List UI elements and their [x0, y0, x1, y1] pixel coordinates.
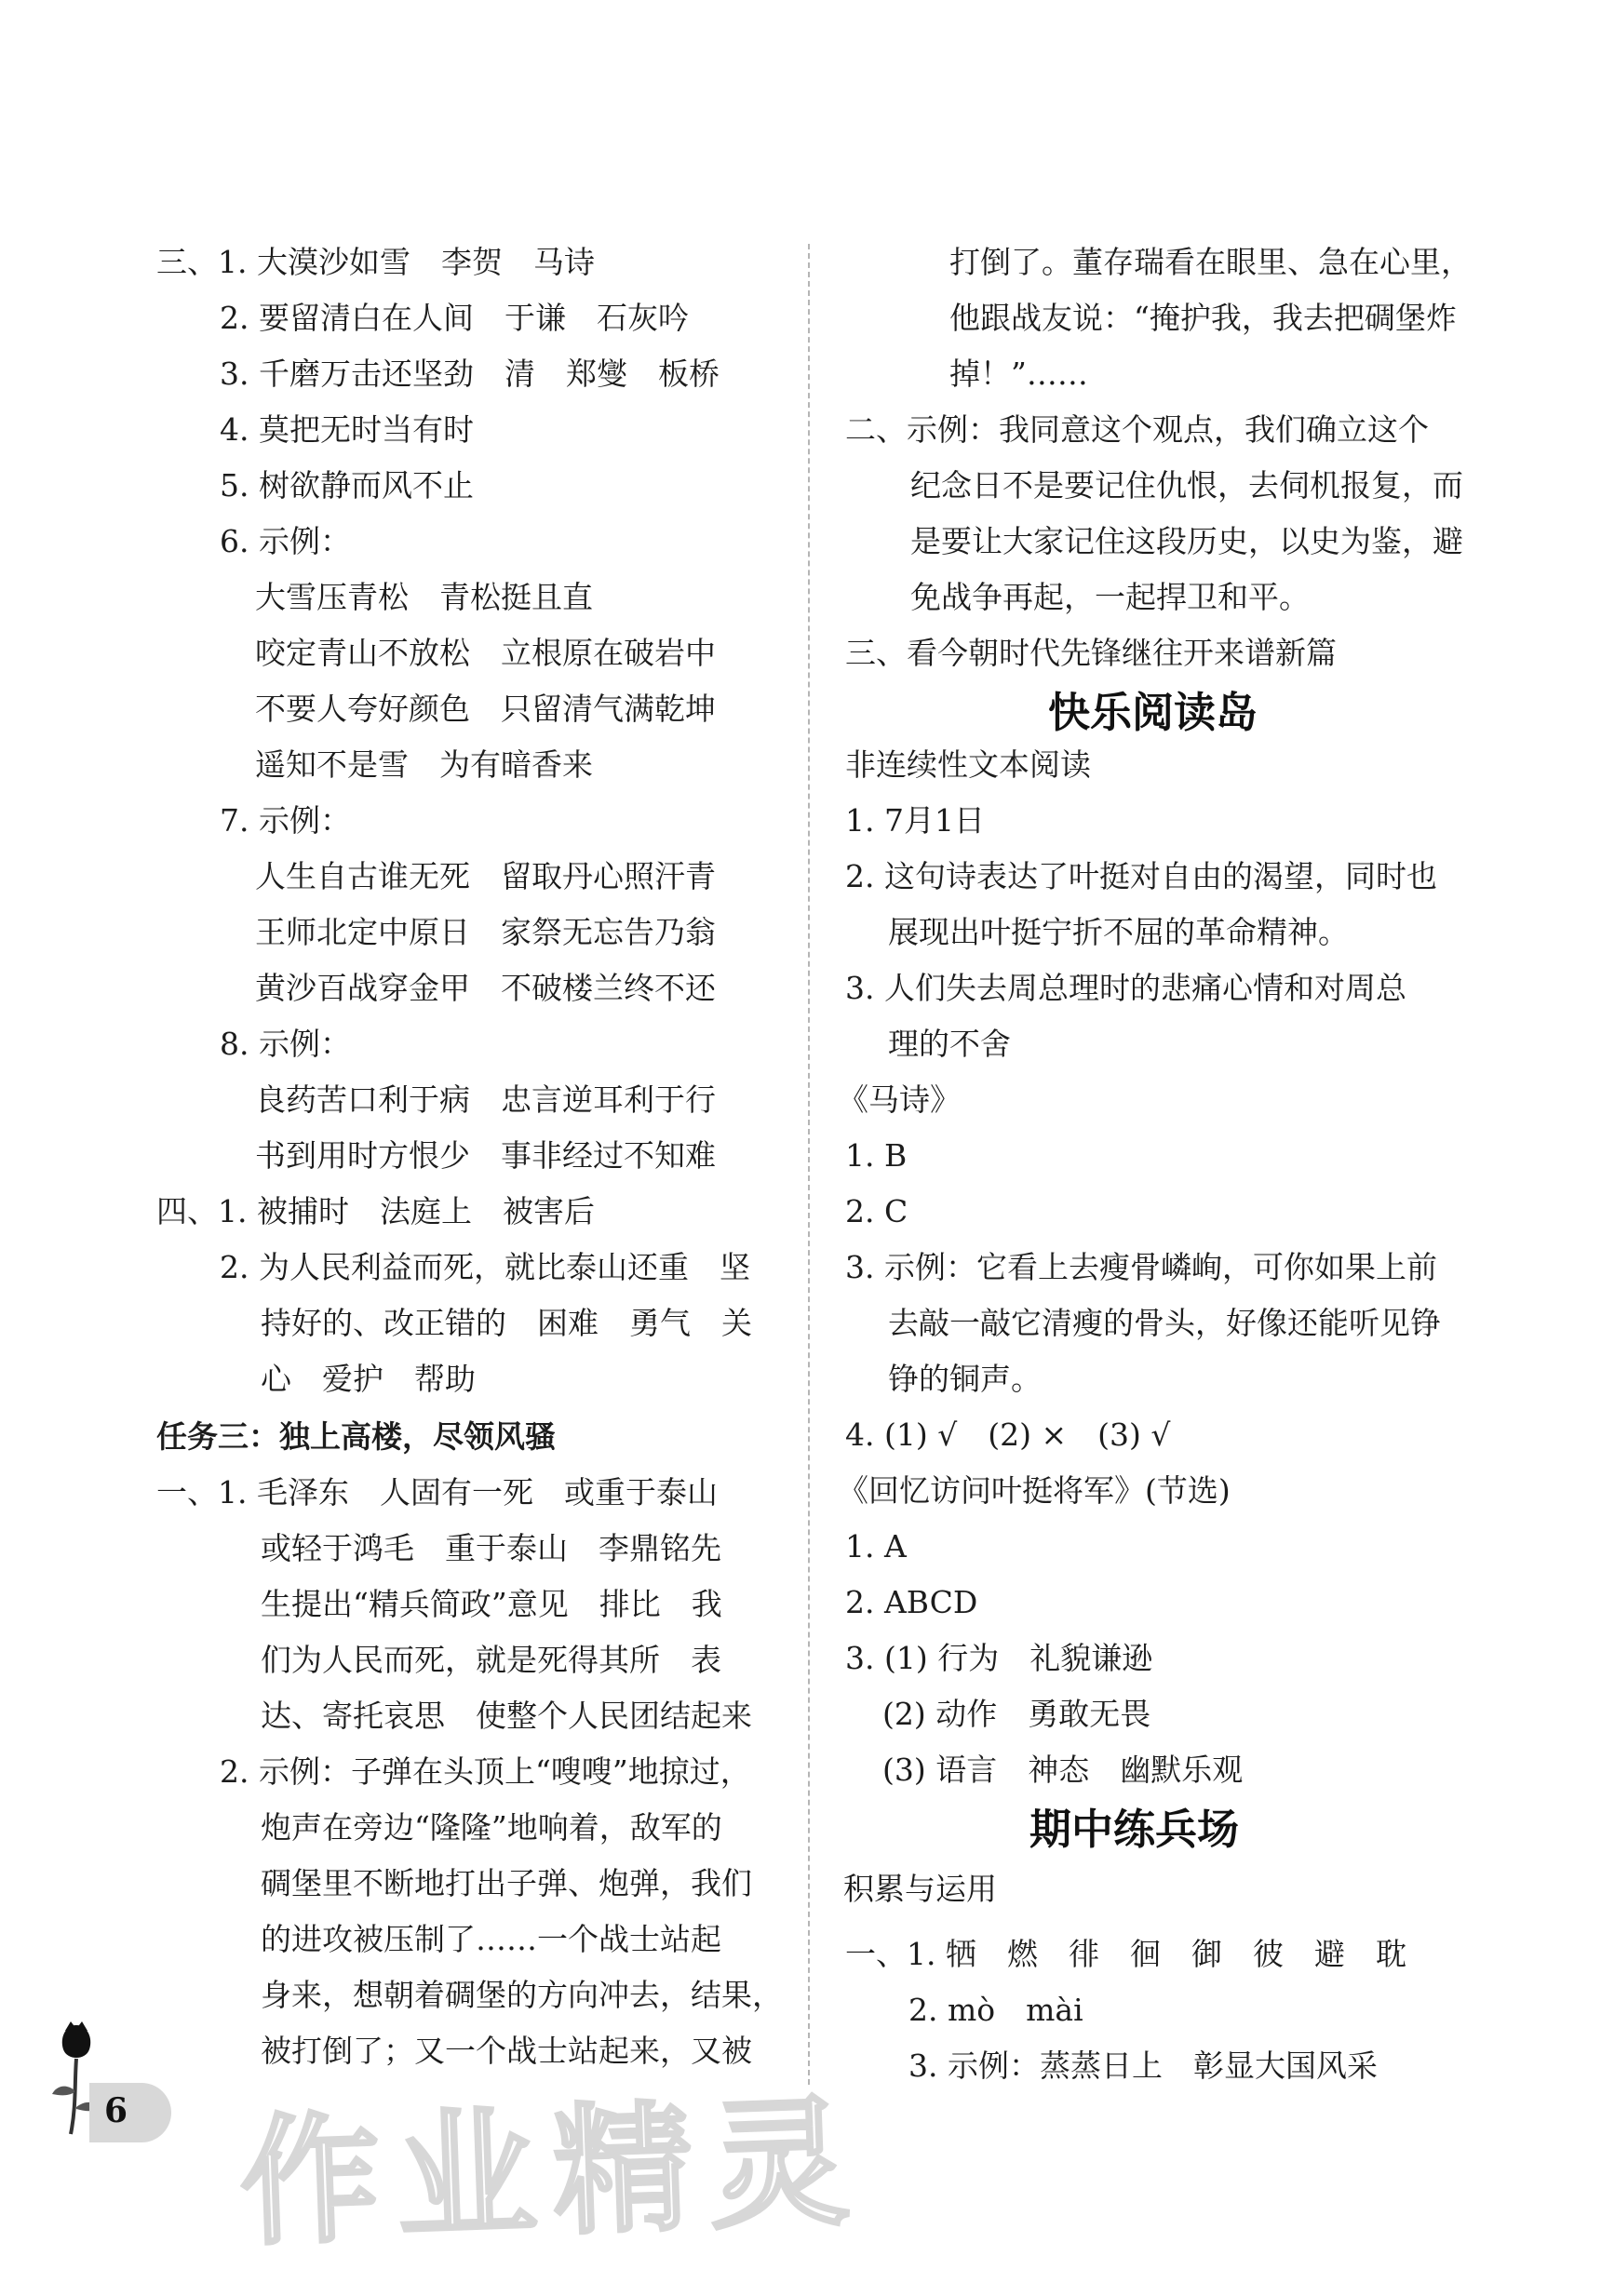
watermark: 作业精灵 — [237, 2081, 868, 2266]
answer-line: 是要让大家记住这段历史，以史为鉴，避 — [910, 523, 1463, 559]
answer-line: 纪念日不是要记住仇恨，去伺机报复，而 — [910, 467, 1463, 504]
answer-line: 的进攻被压制了……一个战士站起 — [261, 1921, 721, 1957]
answer-line: 7. 示例： — [220, 802, 351, 839]
answer-line: 生提出“精兵简政”意见 排比 我 — [261, 1586, 722, 1622]
answer-line: 3. (1) 行为 礼貌谦逊 — [845, 1640, 1153, 1676]
answer-line: 二、示例：我同意这个观点，我们确立这个 — [845, 411, 1429, 448]
answer-line: 碉堡里不断地打出子弹、炮弹，我们 — [261, 1865, 752, 1901]
answer-line: 良药苦口利于病 忠言逆耳利于行 — [255, 1081, 716, 1118]
answer-line: 达、寄托哀思 使整个人民团结起来 — [261, 1698, 752, 1734]
answer-line: 四、1. 被捕时 法庭上 被害后 — [156, 1193, 595, 1229]
page-number: 6 — [104, 2091, 128, 2130]
answer-line: 1. A — [845, 1528, 907, 1564]
answer-line: 4. (1) √ (2) × (3) √ — [845, 1417, 1171, 1453]
answer-line: 理的不舍 — [888, 1026, 1011, 1062]
answer-line: 5. 树欲静而风不止 — [220, 467, 474, 504]
answer-line: 1. B — [845, 1137, 908, 1174]
answer-line: 免战争再起，一起捍卫和平。 — [910, 579, 1310, 615]
answer-line: 黄沙百战穿金甲 不破楼兰终不还 — [255, 970, 716, 1006]
answer-line: 心 爱护 帮助 — [261, 1361, 476, 1397]
section-title: 快乐阅读岛 — [1048, 688, 1258, 737]
answer-line: 2. mò mài — [908, 1992, 1083, 2028]
answer-line: 王师北定中原日 家祭无忘告乃翁 — [255, 914, 716, 950]
answer-line: 2. 要留清白在人间 于谦 石灰吟 — [220, 300, 689, 336]
subsection-label: 非连续性文本阅读 — [845, 746, 1091, 783]
answer-line: 3. 千磨万击还坚劲 清 郑燮 板桥 — [220, 356, 720, 392]
column-divider — [808, 244, 810, 2085]
answer-line: 三、1. 大漠沙如雪 李贺 马诗 — [156, 244, 595, 280]
answer-line: 2. ABCD — [845, 1584, 978, 1620]
answer-line: 一、1. 毛泽东 人固有一死 或重于泰山 — [156, 1474, 718, 1511]
answer-line: 3. 人们失去周总理时的悲痛心情和对周总 — [845, 970, 1406, 1006]
section-title: 期中练兵场 — [1029, 1805, 1240, 1854]
answer-line: 或轻于鸿毛 重于泰山 李鼎铭先 — [261, 1530, 721, 1566]
answer-line: 遥知不是雪 为有暗香来 — [255, 746, 593, 783]
subsection-label: 《马诗》 — [838, 1081, 961, 1118]
answer-line: (3) 语言 神态 幽默乐观 — [882, 1752, 1244, 1788]
answer-line: 2. 示例：子弹在头顶上“嗖嗖”地掠过， — [220, 1753, 751, 1790]
answer-line: 身来，想朝着碉堡的方向冲去，结果， — [261, 1977, 783, 2013]
subsection-label: 《回忆访问叶挺将军》(节选) — [838, 1472, 1231, 1509]
answer-line: 4. 莫把无时当有时 — [220, 411, 474, 448]
answer-line: 3. 示例：它看上去瘦骨嶙峋，可你如果上前 — [845, 1249, 1437, 1285]
answer-line: 1. 7月1日 — [845, 802, 985, 839]
answer-line: 被打倒了；又一个战士站起来，又被 — [261, 2033, 752, 2069]
answer-line: 3. 示例：蒸蒸日上 彰显大国风采 — [908, 2048, 1378, 2084]
answer-line: 2. 这句诗表达了叶挺对自由的渴望，同时也 — [845, 858, 1437, 894]
answer-line: 们为人民而死，就是死得其所 表 — [261, 1642, 721, 1678]
answer-line: 6. 示例： — [220, 523, 351, 559]
answer-line: 去敲一敲它清瘦的骨头，好像还能听见铮 — [888, 1305, 1441, 1341]
answer-line: 掉！”…… — [949, 356, 1088, 392]
answer-line: 炮声在旁边“隆隆”地响着，敌军的 — [261, 1809, 722, 1846]
answer-line: 8. 示例： — [220, 1026, 351, 1062]
answer-line: 咬定青山不放松 立根原在破岩中 — [255, 635, 716, 671]
answer-line: 展现出叶挺宁折不屈的革命精神。 — [888, 914, 1349, 950]
section-heading: 任务三：独上高楼，尽领风骚 — [156, 1418, 556, 1455]
answer-line: 2. 为人民利益而死，就比泰山还重 坚 — [220, 1249, 750, 1285]
answer-line: 三、看今朝时代先锋继往开来谱新篇 — [845, 635, 1337, 671]
answer-line: 人生自古谁无死 留取丹心照汗青 — [255, 858, 716, 894]
answer-line: 不要人夸好颜色 只留清气满乾坤 — [255, 691, 716, 727]
page-number-badge — [89, 2083, 171, 2142]
answer-line: 铮的铜声。 — [888, 1361, 1042, 1397]
answer-line: 一、1. 牺 燃 徘 徊 御 彼 避 耽 — [845, 1936, 1406, 1972]
answer-line: 大雪压青松 青松挺且直 — [255, 579, 593, 615]
answer-line: 他跟战友说：“掩护我，我去把碉堡炸 — [949, 300, 1457, 336]
answer-line: (2) 动作 勇敢无畏 — [882, 1696, 1151, 1732]
subsection-label: 积累与运用 — [843, 1871, 997, 1907]
answer-line: 书到用时方恨少 事非经过不知难 — [255, 1137, 716, 1174]
answer-line: 2. C — [845, 1193, 908, 1229]
answer-line: 打倒了。董存瑞看在眼里、急在心里， — [949, 244, 1472, 280]
answer-line: 持好的、改正错的 困难 勇气 关 — [261, 1305, 752, 1341]
